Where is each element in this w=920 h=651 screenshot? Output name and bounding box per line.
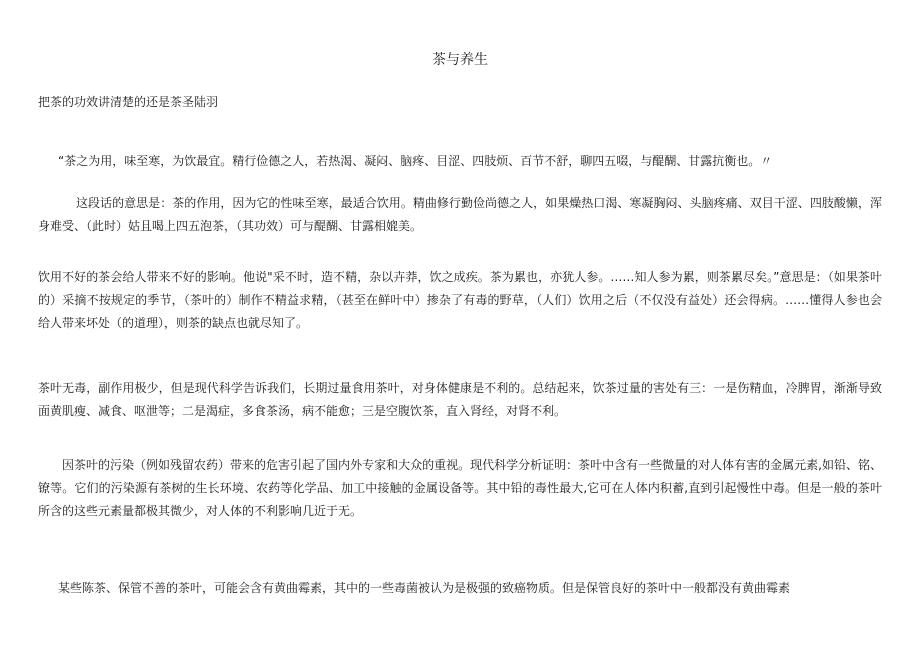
paragraph-explanation: 这段话的意思是：茶的作用，因为它的性味至寒，最适合饮用。精曲修行勤俭尚德之人，如果燥热口渴、寒凝胸闷、头脑疼痛、双目干涩、四肢酸懒，浑身难受、（此时）姑且喝上四五泡茶，（其功效）可与醍醐、甘露相媲美。	[38, 196, 882, 233]
paragraph-pollution: 因茶叶的污染（例如残留农药）带来的危害引起了国内外专家和大众的重视。现代科学分析证明：茶叶中含有一些微量的对人体有害的金属元素,如铅、铭、镣等。它们的污染源有茶树的生长环境、农药等化学品、加工中接触的金属设备等。其中铅的毒性最大,它可在人体内积蓄,直到引起慢性中毒。但是一般的茶叶所含的这些元素量都极其微少，对人体的不利影响几近于无。	[38, 458, 882, 518]
paragraph-aflatoxin: 某些陈茶、保管不善的茶叶，可能会含有黄曲霉素，其中的一些毒菌被认为是极强的致癌物质。但是保管良好的茶叶中一般都没有黄曲霉素	[58, 581, 791, 595]
paragraph-side-effects: 茶叶无毒，副作用极少，但是现代科学告诉我们，长期过量食用茶叶，对身体健康是不利的。总结起来，饮茶过量的害处有三：一是伤精血，冷脾胃，渐渐导致面黄肌瘦、减食、呕泄等；二是渴症，多食茶汤，病不能愈；三是空腹饮茶，直入肾经，对肾不利。	[38, 381, 882, 418]
page-title: 茶与养生	[432, 52, 488, 68]
subtitle: 把茶的功效讲清楚的还是茶圣陆羽	[38, 95, 219, 109]
paragraph-quote: “茶之为用，味至寒，为饮最宜。精行俭德之人，若热渴、凝闷、脑疼、目涩、四肢烦、百节不舒，聊四五啜，与醍醐、甘露抗衡也。〃	[58, 154, 773, 168]
paragraph-bad-tea: 饮用不好的茶会给人带来不好的影响。他说"采不时，造不精，杂以卉莽，饮之成疾。茶为累也，亦犹人参。……知人参为累，则茶累尽矣。”意思是：（如果茶叶的）采摘不按规定的季节，（茶叶的）制作不精益求精，（甚至在鲜叶中）掺杂了有毒的野草，（人们）饮用之后（不仅没有益处）还会得病。……懂得人参也会给人带来坏处（的道理），则茶的缺点也就尽知了。	[38, 270, 882, 330]
